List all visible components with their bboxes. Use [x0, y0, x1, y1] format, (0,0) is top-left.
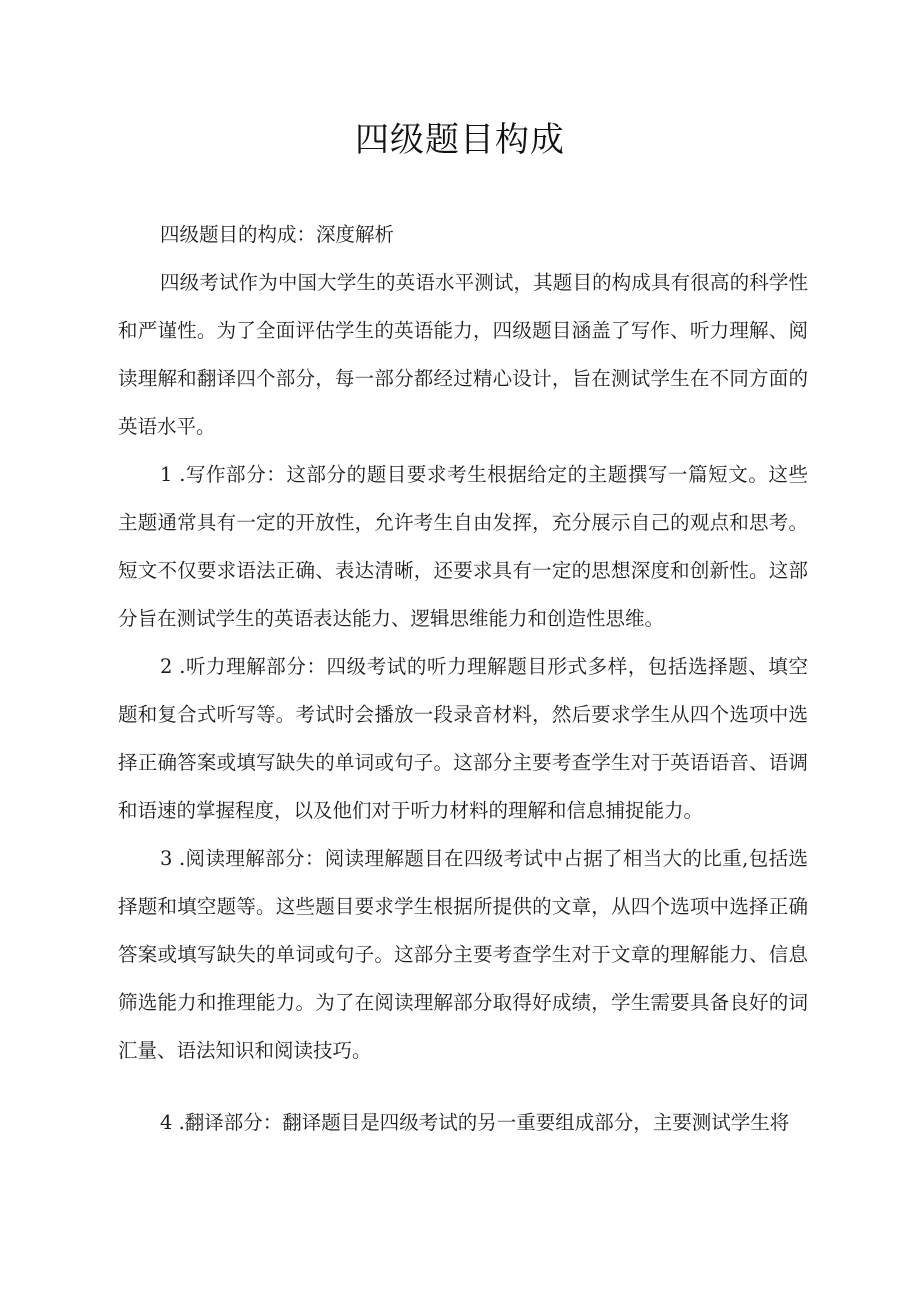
page-title: 四级题目构成 [355, 120, 565, 160]
paragraph-reading: 3 .阅读理解部分：阅读理解题目在四级考试中占据了相当大的比重,包括选择题和填空题等。这些题目要求学生根据所提供的文章，从四个选项中选择正确答案或填写缺失的单词或句子。这部分主要考查学生对于文章的理解能力、信息筛选能力和推理能力。为了在阅读理解部分取得好成绩，学生需要具备良好的词汇量、语法知识和阅读技巧。 [118, 847, 808, 1062]
paragraph-translation: 4 .翻译部分：翻译题目是四级考试的另一重要组成部分，主要测试学生将 [160, 1111, 790, 1134]
paragraph-listening: 2 .听力理解部分：四级考试的听力理解题目形式多样，包括选择题、填空题和复合式听写等。考试时会播放一段录音材料，然后要求学生从四个选项中选择正确答案或填写缺失的单词或句子。这部分主要考查学生对于英语语音、语调和语速的掌握程度，以及他们对于听力材料的理解和信息捕捉能力。 [118, 655, 808, 822]
intro-line: 四级题目的构成：深度解析 [160, 223, 395, 246]
paragraph-overview: 四级考试作为中国大学生的英语水平测试，其题目的构成具有很高的科学性和严谨性。为了全面评估学生的英语能力，四级题目涵盖了写作、听力理解、阅读理解和翻译四个部分，每一部分都经过精心设计，旨在测试学生在不同方面的英语水平。 [118, 271, 808, 438]
paragraph-writing: 1 .写作部分：这部分的题目要求考生根据给定的主题撰写一篇短文。这些主题通常具有一定的开放性，允许考生自由发挥，充分展示自己的观点和思考。短文不仅要求语法正确、表达清晰，还要求具有一定的思想深度和创新性。这部分旨在测试学生的英语表达能力、逻辑思维能力和创造性思维。 [118, 463, 808, 630]
